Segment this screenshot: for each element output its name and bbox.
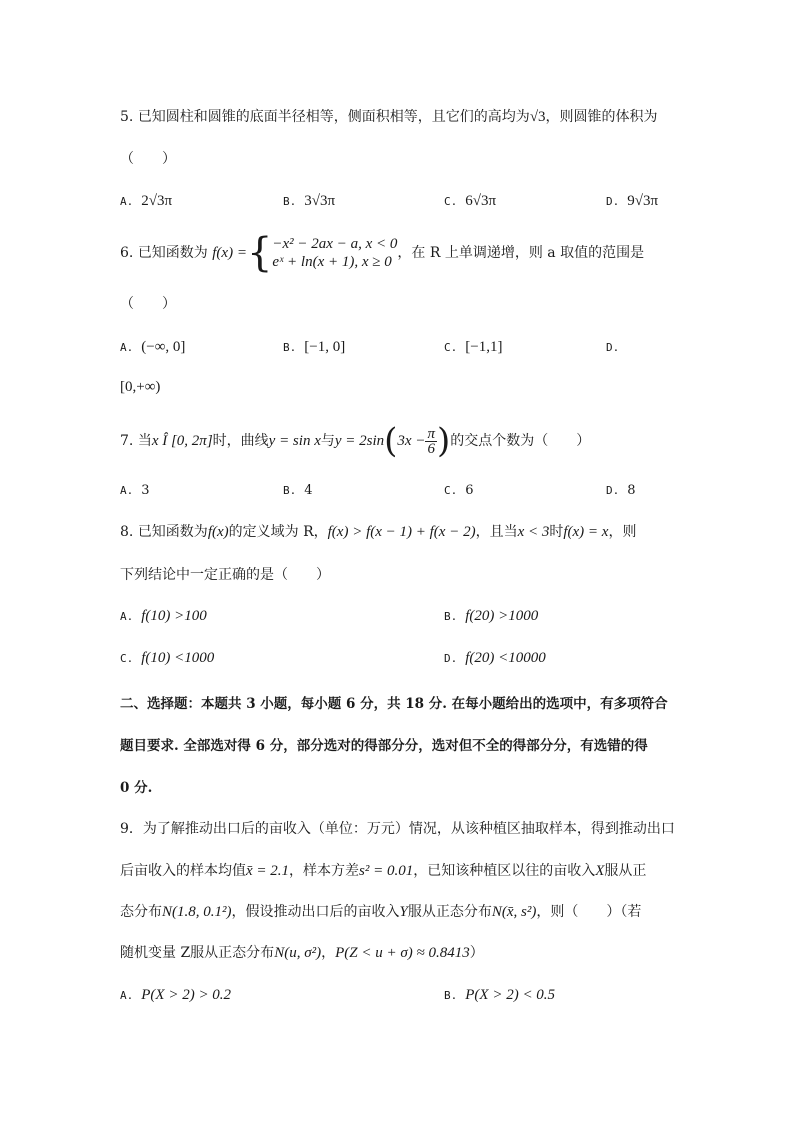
q8-stem xyxy=(120,522,636,542)
q7-curve-2: y = 2sin xyxy=(334,433,385,449)
q6-option-d-value: [0,+∞) xyxy=(120,379,161,395)
q7-option-b-text: 4 xyxy=(304,483,313,498)
q6-number: 6. xyxy=(120,245,134,261)
q8-stem-text-e: ，则 xyxy=(608,524,637,540)
q9-line2-text-b: ，样本方差 xyxy=(289,863,360,879)
section2-line1: 二、选择题：本题共 3 小题，每小题 6 分，共 18 分. 在每小题给出的选项中，有多项符合 xyxy=(120,696,668,712)
q7-condition: x Î [0, 2π] xyxy=(151,433,213,449)
q7-fraction xyxy=(425,427,437,456)
q6-option-a-text: (−∞, 0] xyxy=(141,339,186,355)
q7-option-c-label: C. xyxy=(444,484,458,497)
q7-stem xyxy=(120,418,590,464)
q8-stem-line2: 下列结论中一定正确的是（ ） xyxy=(120,567,330,583)
section2-line3: 0 分. xyxy=(120,780,153,796)
q7-stem-text-d: 的交点个数为（ ） xyxy=(450,433,591,449)
q5-option-c-label: C. xyxy=(444,195,458,208)
q9-line4-text-b: ， xyxy=(321,945,336,961)
q6-option-b xyxy=(283,337,345,358)
q5-stem xyxy=(120,107,658,127)
q7-option-a-text: 3 xyxy=(141,483,150,498)
q8-inequality: f(x) > f(x − 1) + f(x − 2) xyxy=(327,524,476,540)
q7-option-b-label: B. xyxy=(283,484,297,497)
q7-stem-text: 当 xyxy=(137,433,152,449)
q9-line1: 9．为了解推动出口后的亩收入（单位：万元）情况，从该种植区抽取样本，得到推动出口 xyxy=(120,821,675,837)
q7-option-d xyxy=(606,481,636,501)
q6-paren: （ ） xyxy=(120,296,176,312)
q8-condition: x < 3 xyxy=(517,524,550,540)
q7-option-a-label: A. xyxy=(120,484,134,497)
q7-option-b xyxy=(283,481,313,501)
q9-line2 xyxy=(120,861,646,881)
q6-case-1: −x² − 2ax − a, x < 0 xyxy=(272,236,398,252)
q7-option-d-label: D. xyxy=(606,484,620,497)
q9-line3-text-d: ，则（ ）（若 xyxy=(536,904,642,920)
q5-option-b-label: B. xyxy=(283,195,297,208)
q7-curve-1: y = sin x xyxy=(268,433,321,449)
q9-distribution-2: N(x̄, s²) xyxy=(491,904,537,920)
q9-var-y: Y xyxy=(399,904,408,920)
q6-option-b-text: [−1, 0] xyxy=(304,339,346,355)
q9-option-b xyxy=(444,985,555,1006)
q7-number: 7. xyxy=(120,433,134,449)
q9-line4 xyxy=(120,943,484,963)
q5-option-c xyxy=(444,191,496,212)
q7-stem-text-c: 与 xyxy=(320,433,335,449)
q8-option-b xyxy=(444,606,538,627)
q9-option-a-label: A. xyxy=(120,989,134,1002)
q8-stem-text-c: ，且当 xyxy=(475,524,518,540)
q9-option-a-text: P(X > 2) > 0.2 xyxy=(141,987,232,1003)
section2-line2: 题目要求. 全部选对得 6 分，部分选对的得部分分，选对但不全的得部分分，有选错的得 xyxy=(120,738,648,754)
q9-line2-text: 后亩收入的样本均值 xyxy=(120,863,246,879)
q9-distribution-3: N(u, σ²) xyxy=(274,945,322,961)
q7-curve-2-arg: 3x − xyxy=(397,433,426,449)
q9-line4-text: 随机变量 Z服从正态分布 xyxy=(120,945,275,961)
q9-var-x: X xyxy=(595,863,605,879)
q6-option-c-label: C. xyxy=(444,341,458,354)
q6-option-d xyxy=(606,337,627,358)
q8-stem-text: 已知函数为 xyxy=(137,524,208,540)
q5-option-a-label: A. xyxy=(120,195,134,208)
q9-option-b-label: B. xyxy=(444,989,458,1002)
q8-option-d xyxy=(444,648,546,669)
q9-line3 xyxy=(120,902,641,922)
q7-frac-den: 6 xyxy=(427,440,435,457)
q7-option-c xyxy=(444,481,474,501)
q9-line3-text: 态分布 xyxy=(120,904,162,920)
q9-option-a xyxy=(120,985,231,1006)
q6-case-2: eˣ + ln(x + 1), x ≥ 0 xyxy=(272,254,392,270)
q8-option-a-text: f(10) >100 xyxy=(141,608,207,624)
q6-stem xyxy=(120,228,644,278)
q5-option-c-text: 6√3π xyxy=(465,193,497,209)
q6-option-c xyxy=(444,337,502,358)
q9-option-b-text: P(X > 2) < 0.5 xyxy=(465,987,556,1003)
q8-stem-text-d: 时 xyxy=(549,524,564,540)
q7-option-a xyxy=(120,481,150,501)
q8-option-a-label: A. xyxy=(120,610,134,623)
q7-stem-text-b: 时，曲线 xyxy=(212,433,269,449)
q9-line2-text-d: 服从正 xyxy=(604,863,647,879)
q9-line3-text-c: 服从正态分布 xyxy=(407,904,492,920)
q8-option-d-label: D. xyxy=(444,652,458,665)
q8-option-b-text: f(20) >1000 xyxy=(465,608,539,624)
q6-brace: { xyxy=(246,230,273,276)
q6-option-c-text: [−1,1] xyxy=(465,339,503,355)
q6-option-a-label: A. xyxy=(120,341,134,354)
q9-sample-variance: s² = 0.01 xyxy=(359,863,414,879)
q5-option-d-text: 9√3π xyxy=(627,193,659,209)
q6-option-d-label: D. xyxy=(606,341,620,354)
q5-option-b xyxy=(283,191,335,212)
q6-stem-text-b: ，在 R 上单调递增，则 a 取值的范围是 xyxy=(397,245,645,261)
q7-option-c-text: 6 xyxy=(465,483,474,498)
q9-probability: P(Z < u + σ) ≈ 0.8413 xyxy=(335,945,470,961)
q8-option-b-label: B. xyxy=(444,610,458,623)
q8-option-c xyxy=(120,648,214,669)
q5-option-a-text: 2√3π xyxy=(141,193,173,209)
q6-function: f(x) = xyxy=(212,245,247,261)
q8-stem-text-b: 的定义域为 R， xyxy=(228,524,328,540)
q6-option-a xyxy=(120,337,185,358)
q5-number: 5. xyxy=(120,109,134,125)
q9-line4-text-c: ） xyxy=(469,945,484,961)
q7-right-paren: ) xyxy=(436,421,451,461)
q5-stem-text-b: ，则圆锥的体积为 xyxy=(545,109,658,125)
q5-option-b-text: 3√3π xyxy=(304,193,336,209)
q5-option-d xyxy=(606,191,658,212)
q8-option-d-text: f(20) <10000 xyxy=(465,650,546,666)
q7-frac-num: π xyxy=(427,425,435,442)
q7-left-paren: ( xyxy=(384,421,398,461)
q7-option-d-text: 8 xyxy=(627,483,636,498)
q9-sample-mean: x̄ = 2.1 xyxy=(246,863,290,879)
q5-stem-text: 已知圆柱和圆锥的底面半径相等，侧面积相等，且它们的高均为 xyxy=(137,109,530,125)
q8-option-c-label: C. xyxy=(120,652,134,665)
q6-option-b-label: B. xyxy=(283,341,297,354)
q6-stem-text: 已知函数为 xyxy=(137,245,208,261)
q8-option-a xyxy=(120,606,207,627)
q8-number: 8. xyxy=(120,524,134,540)
q9-line2-text-c: ，已知该种植区以往的亩收入 xyxy=(413,863,596,879)
q6-option-d-wrap xyxy=(120,377,160,398)
q9-line3-text-b: ，假设推动出口后的亩收入 xyxy=(231,904,400,920)
q8-equation: f(x) = x xyxy=(563,524,609,540)
q5-option-a xyxy=(120,191,172,212)
q8-option-c-text: f(10) <1000 xyxy=(141,650,215,666)
q8-function: f(x) xyxy=(207,524,229,540)
q6-cases xyxy=(272,235,397,271)
q5-option-d-label: D. xyxy=(606,195,620,208)
q5-paren: （ ） xyxy=(120,151,176,167)
q5-sqrt3: √3 xyxy=(529,109,546,125)
q9-distribution-1: N(1.8, 0.1²) xyxy=(162,904,232,920)
